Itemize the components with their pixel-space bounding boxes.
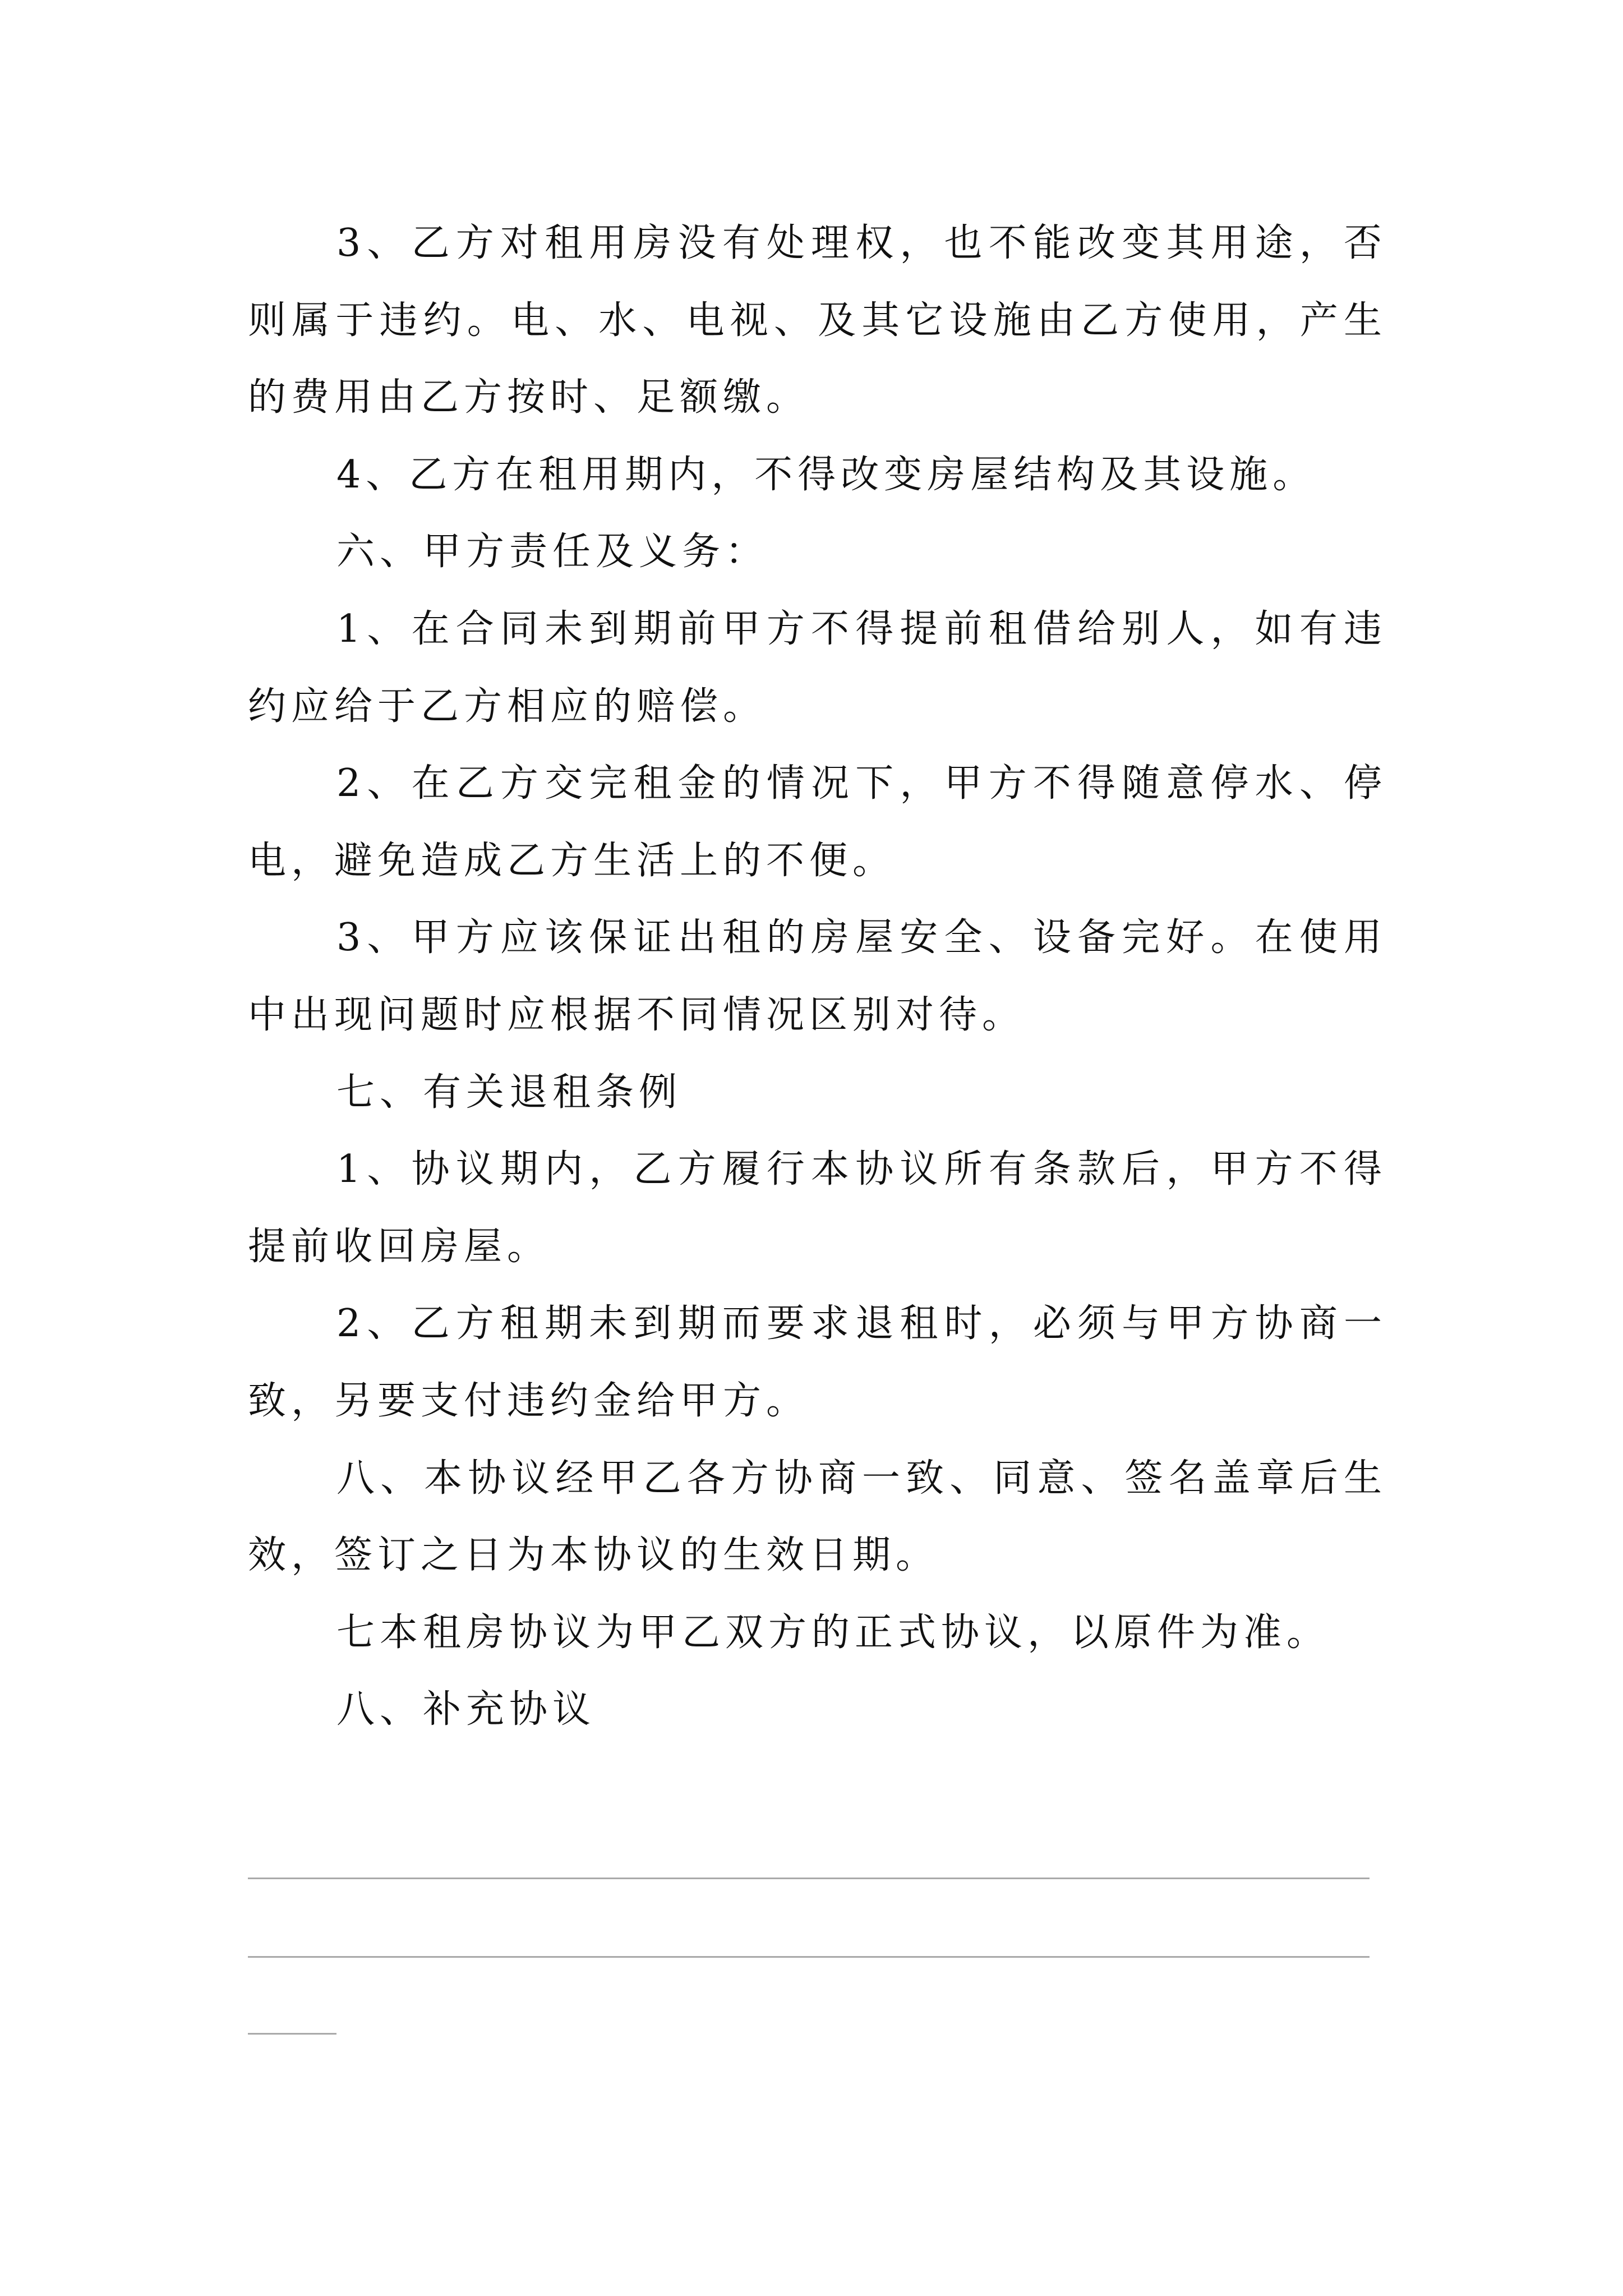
clause-paragraph <box>248 591 1387 745</box>
text-line: 则属于违约。电、水、电视、及其它设施由乙方使用，产生 <box>248 298 1387 343</box>
text-line: 4、乙方在租用期内，不得改变房屋结构及其设施。 <box>336 452 1316 497</box>
clause-paragraph <box>248 1285 1387 1439</box>
text-line: 致，另要支付违约金给甲方。 <box>248 1378 810 1423</box>
clause-paragraph <box>248 1131 1387 1285</box>
clause-paragraph <box>248 1594 1387 1672</box>
text-line: 七、有关退租条例 <box>336 1070 683 1115</box>
section-heading <box>248 513 1387 591</box>
clause-paragraph <box>248 436 1387 514</box>
text-line: 约应给于乙方相应的赔偿。 <box>248 684 767 729</box>
text-line: 2、乙方租期未到期而要求退租时，必须与甲方协商一 <box>336 1301 1387 1346</box>
text-line: 六、甲方责任及义务： <box>336 530 769 574</box>
text-line: 效，签订之日为本协议的生效日期。 <box>248 1533 939 1578</box>
text-line: 1、协议期内，乙方履行本协议所有条款后，甲方不得 <box>336 1147 1387 1192</box>
blank-fill-line <box>248 1878 1370 1879</box>
section-heading <box>248 1054 1387 1131</box>
text-line: 中出现问题时应根据不同情况区别对待。 <box>248 992 1026 1037</box>
text-line: 八、本协议经甲乙各方协商一致、同意、签名盖章后生 <box>336 1456 1387 1501</box>
blank-fill-line <box>248 2033 336 2035</box>
clause-paragraph <box>248 1440 1387 1594</box>
section-heading <box>248 1671 1387 1749</box>
text-line: 八、补充协议 <box>336 1687 596 1732</box>
document-body <box>248 205 1387 1749</box>
text-line: 3、乙方对租用房没有处理权，也不能改变其用途，否 <box>336 221 1387 265</box>
blank-fill-line <box>248 1956 1370 1958</box>
clause-paragraph <box>248 205 1387 436</box>
text-line: 2、在乙方交完租金的情况下，甲方不得随意停水、停 <box>336 761 1387 806</box>
clause-paragraph <box>248 745 1387 899</box>
text-line: 电，避免造成乙方生活上的不便。 <box>248 838 896 883</box>
text-line: 的费用由乙方按时、足额缴。 <box>248 375 810 420</box>
text-line: 七本租房协议为甲乙双方的正式协议，以原件为准。 <box>336 1610 1330 1655</box>
clause-paragraph <box>248 899 1387 1053</box>
text-line: 提前收回房屋。 <box>248 1224 551 1269</box>
text-line: 3、甲方应该保证出租的房屋安全、设备完好。在使用 <box>336 915 1387 960</box>
text-line: 1、在合同未到期前甲方不得提前租借给别人，如有违 <box>336 606 1387 651</box>
